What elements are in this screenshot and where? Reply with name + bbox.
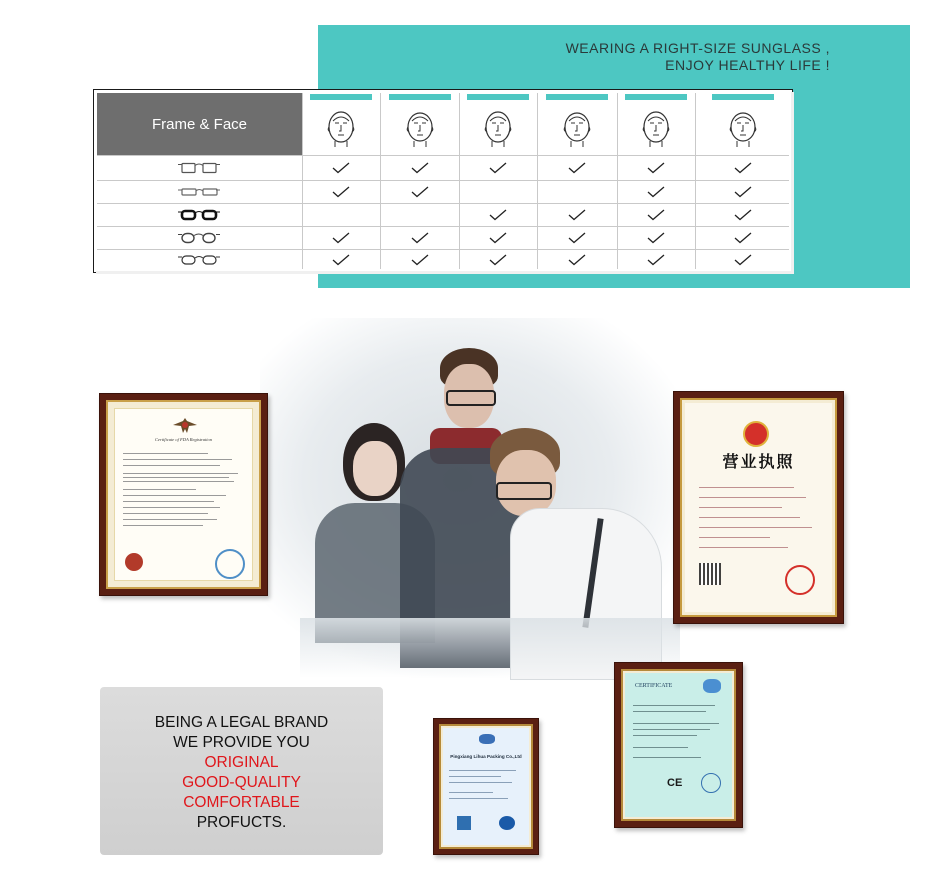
frame-mat [106,400,261,589]
check-icon [568,209,586,221]
check-icon [332,186,350,198]
check-icon [734,232,752,244]
face-icon [639,105,673,149]
iso-company-name: Pingxiang Lihua Packing Co.,Ltd [450,754,522,759]
frame-mat [680,398,837,617]
iso-certificate-frame [433,718,539,855]
brand-line-last: PROFUCTS. [196,814,287,831]
ce-certificate-frame [614,662,743,828]
check-icon [734,162,752,174]
teal-accent-bar [389,94,451,100]
license-body [699,483,818,563]
check-icon [647,209,665,221]
grid-line [97,203,789,204]
team-photo [260,318,700,678]
check-icon [568,162,586,174]
national-emblem-icon [743,421,769,447]
slogan-line-2: ENJOY HEALTHY LIFE ! [665,57,830,73]
ce-certificate-title: CERTIFICATE [635,683,673,689]
face-icon [403,105,437,149]
frame-face-table [93,89,793,273]
certificate-body [123,449,244,539]
check-icon [411,162,429,174]
teal-accent-bar [546,94,608,100]
check-icon [411,186,429,198]
business-license-frame [673,391,844,624]
teal-accent-bar [625,94,687,100]
round-seal-icon [215,549,245,579]
iso-logo-icon [479,734,495,744]
brand-statement-box [100,687,383,855]
iaf-logo-icon [499,816,515,830]
face-column-header [695,93,790,155]
teal-accent-bar [467,94,529,100]
check-icon [332,162,350,174]
grid-line [97,249,789,250]
ce-body [633,701,724,771]
brand-text [100,713,383,833]
iso-body [449,766,523,806]
check-icon [332,254,350,266]
red-stamp-icon [785,565,815,595]
brand-red-2: GOOD-QUALITY [182,774,301,791]
rectangle-metal-frame-icon [177,160,221,176]
teal-accent-bar [310,94,372,100]
check-icon [734,186,752,198]
check-icon [332,232,350,244]
eagle-seal-icon [171,417,199,435]
frame-mat [439,724,533,849]
check-icon [647,232,665,244]
face-column-header [617,93,695,155]
brand-line-2: WE PROVIDE YOU [173,734,310,751]
check-icon [568,232,586,244]
check-icon [568,254,586,266]
check-icon [411,232,429,244]
face-column-header [302,93,380,155]
check-icon [647,254,665,266]
fda-certificate-frame [99,393,268,596]
check-icon [647,186,665,198]
check-icon [489,232,507,244]
half-rim-frame-icon [177,252,221,268]
rgs-logo-icon [125,553,143,571]
grid-line [97,155,789,156]
check-icon [489,254,507,266]
check-icon [734,254,752,266]
brand-red-3: COMFORTABLE [183,794,300,811]
frame-mat [621,669,736,821]
qr-code-icon [699,563,721,585]
certificate-title: Certificate of FDA Registration [154,437,213,442]
iso-badge-icon [457,816,471,830]
face-column-header [459,93,537,155]
teal-accent-bar [712,94,774,100]
brand-line-1: BEING A LEGAL BRAND [154,714,329,731]
blue-seal-icon [701,773,721,793]
check-icon [489,162,507,174]
face-column-header [380,93,459,155]
face-icon [560,105,594,149]
license-title: 营业执照 [722,454,795,471]
face-icon [726,105,760,149]
bold-cat-eye-frame-icon [177,207,221,223]
check-icon [411,254,429,266]
narrow-frame-icon [177,184,221,200]
slogan [566,40,830,74]
table-header-label: Frame & Face [97,93,302,155]
ce-mark: CE [667,777,683,789]
grid-line [97,180,789,181]
slogan-line-1: WEARING A RIGHT-SIZE SUNGLASS , [565,40,830,56]
check-icon [734,209,752,221]
face-icon [481,105,515,149]
certifier-logo-icon [703,679,721,693]
face-column-header [537,93,617,155]
check-icon [647,162,665,174]
round-frame-icon [177,230,221,246]
check-icon [489,209,507,221]
grid-line [97,226,789,227]
face-icon [324,105,358,149]
brand-red-1: ORIGINAL [204,754,279,771]
